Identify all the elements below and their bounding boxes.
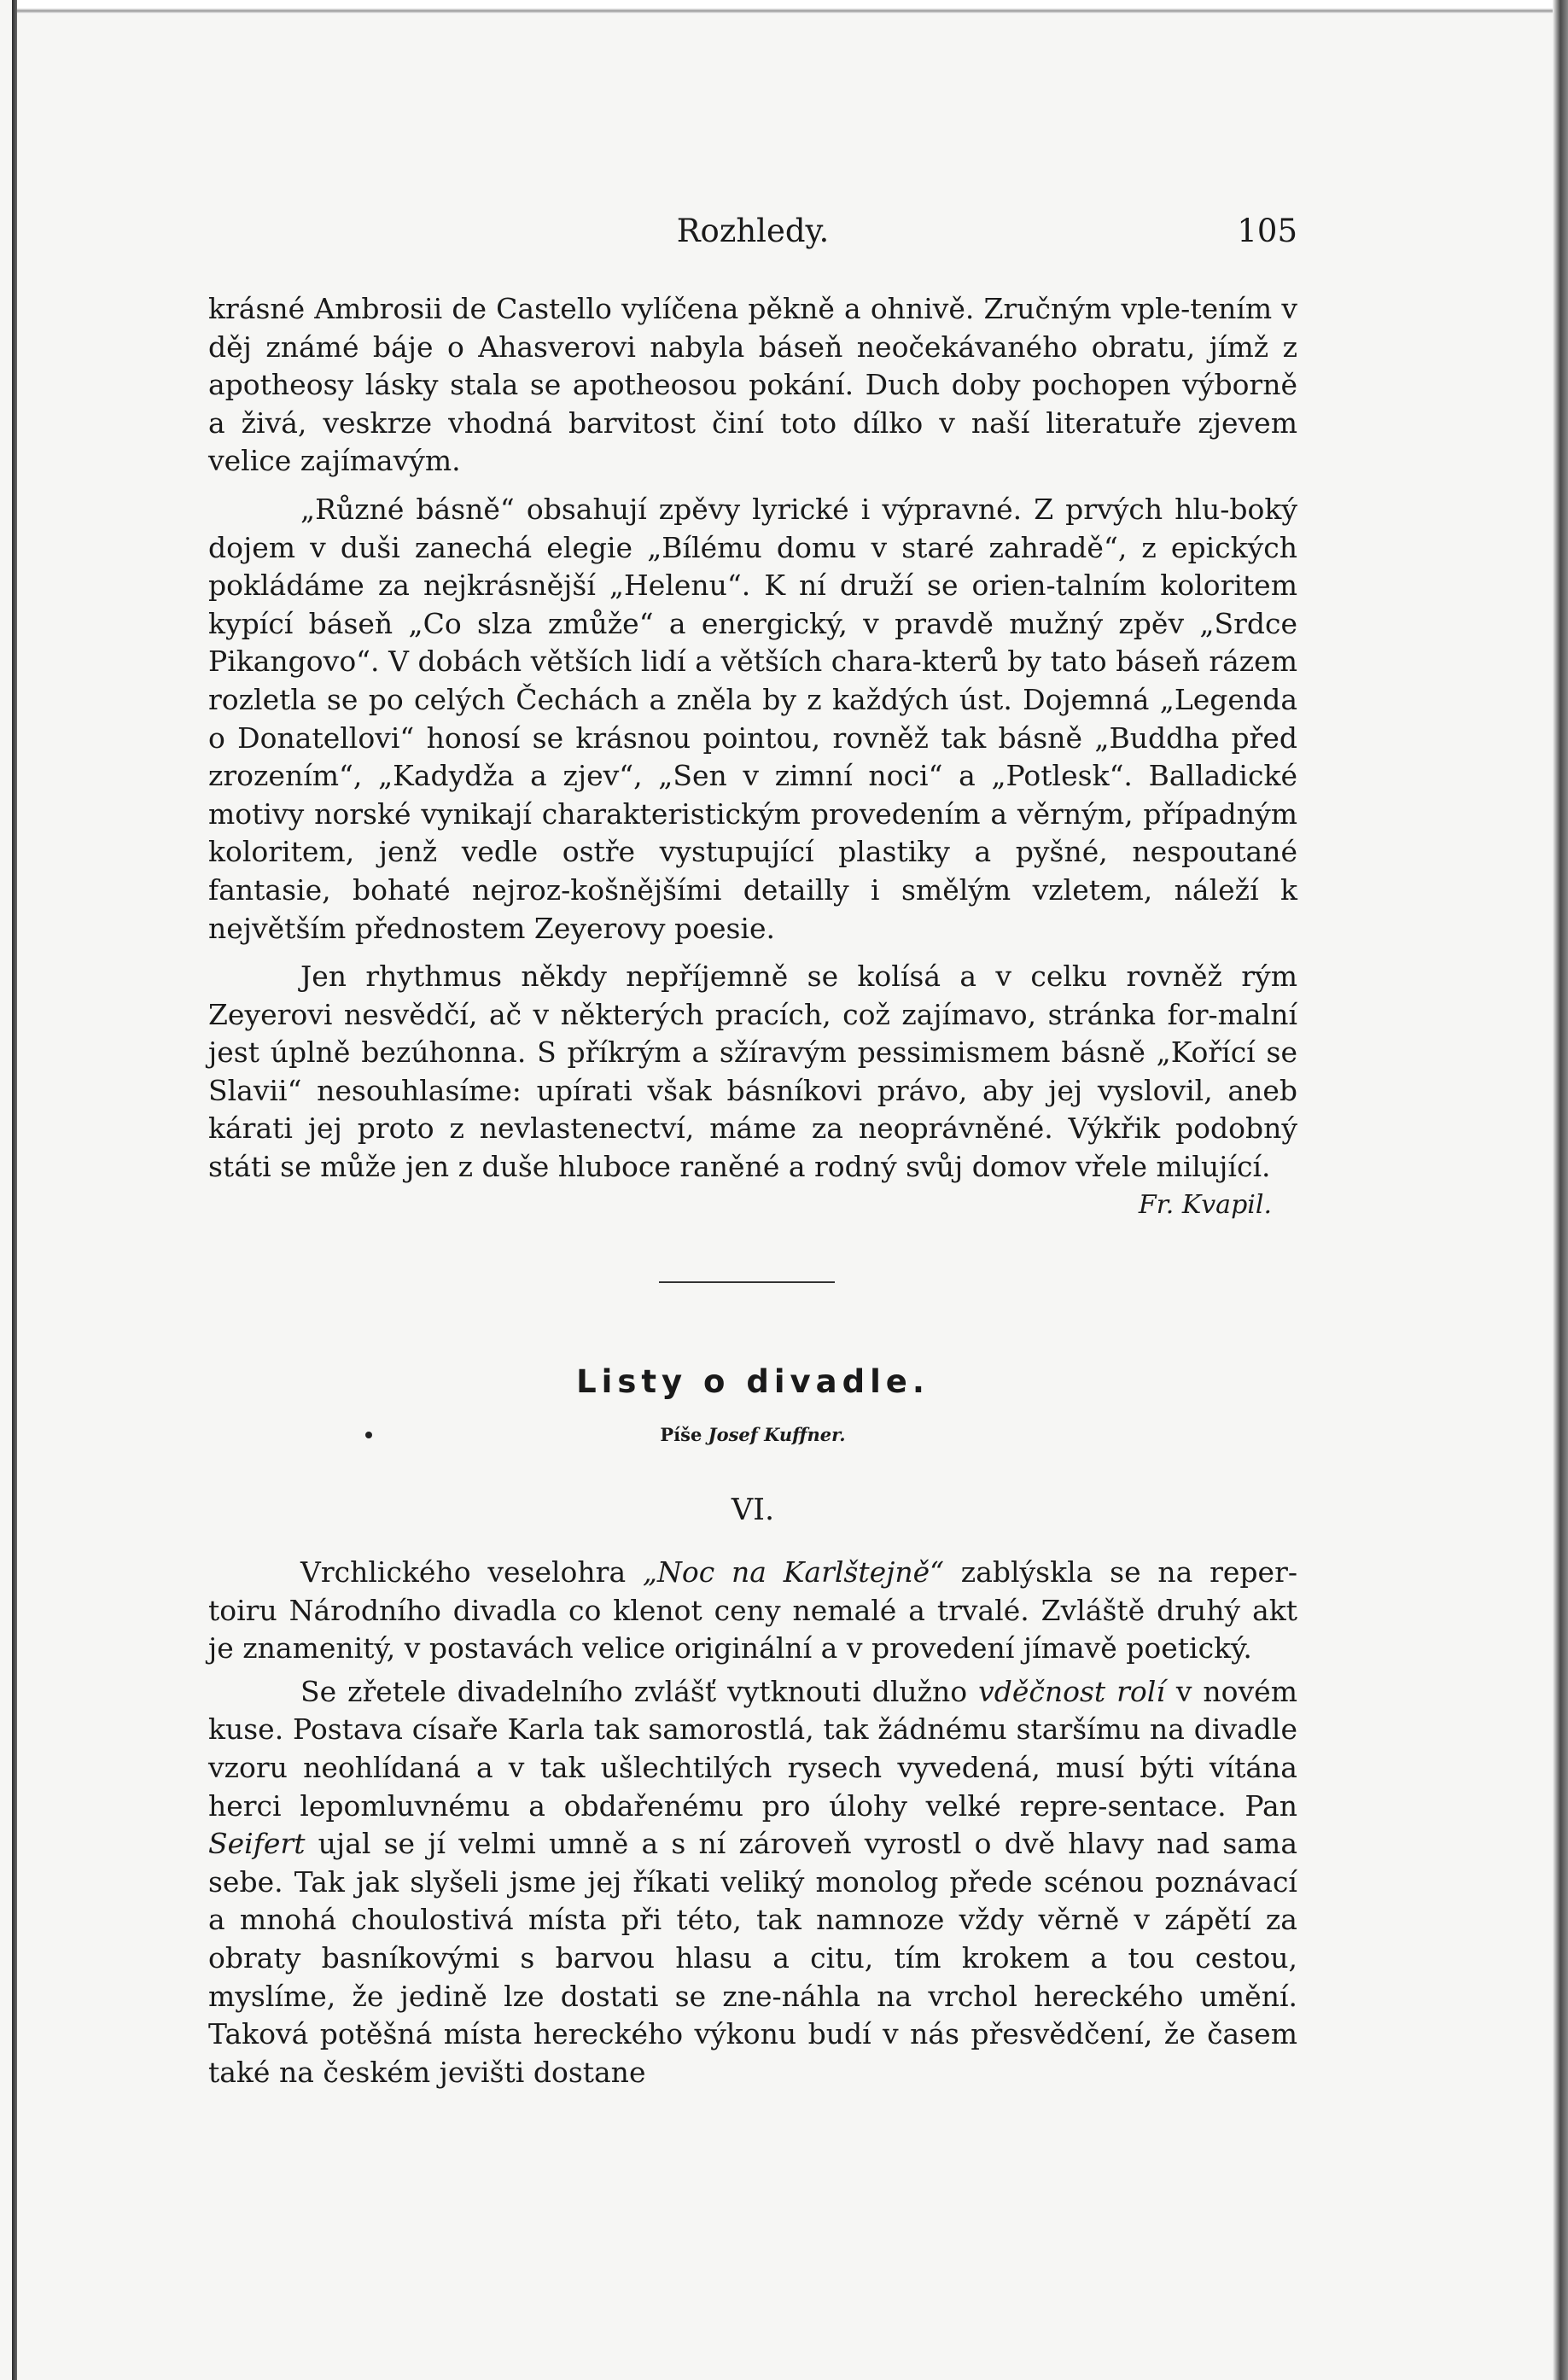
play-title: „Noc na Karlštejně“ xyxy=(642,1555,945,1589)
review-paragraph-3 xyxy=(208,958,1297,1220)
byline-prefix: Píše xyxy=(660,1424,702,1445)
article-p2-italic-1: vděčnost rolí xyxy=(978,1674,1165,1708)
article-paragraph-2 xyxy=(208,1673,1297,2092)
article-p1-text-b: zablýskla se na reper-toiru Národního divadla co klenot ceny nemalé a trvalé. Zvláště druhý akt je znamenitý, v postavách velice originální a v provedení jímavě poetický. xyxy=(208,1555,1297,1665)
running-head xyxy=(208,210,1297,253)
byline-author: Josef Kuffner. xyxy=(708,1424,846,1445)
review-paragraph-2: „Různé básně“ obsahují zpěvy lyrické i výpravné. Z prvých hlu-boký dojem v duši zanechá elegie „Bílému domu v staré zahradě“, z epických pokládáme za nejkrásnější „Helenu“. K ní druží se orien-talním koloritem kypící báseň „Co slza zmůže“ a energický, v pravdě mužný zpěv „Srdce Pikangovo“. V dobách větších lidí a větších chara-kterů by tato báseň rázem rozletla se po celých Čechách a zněla by z každých úst. Dojemná „Legenda o Donatellovi“ honosí se krásnou pointou, rovněž tak básně „Buddha před zrozením“, „Kadydža a zjev“, „Sen v zimní noci“ a „Potlesk“. Balladické motivy norské vynikají charakteristickým provedením a věrným, případným koloritem, jenž vedle ostře vystupující plastiky a pyšné, nespoutané fantasie, bohaté nejroz-košnějšími detailly i smělým vzletem, náleží k největším přednostem Zeyerovy poesie. xyxy=(208,492,1297,945)
article-p2-text-c: ujal se jí velmi umně a s ní zároveň vyrostl o dvě hlavy nad sama sebe. Tak jak slyšeli jsme jej říkati veliký monolog přede scénou poznávací a mnohá choulostivá místa při této, tak namnoze vždy věrně v zápětí za obraty basníkovými s barvou hlasu a citu, tím krokem a tou cestou, myslíme, že jedině lze dostati se zne-náhla na vrchol hereckého umění. Taková potěšná místa hereckého výkonu budí v nás přesvědčení, že časem také na českém jevišti dostane xyxy=(208,1827,1297,2089)
review-paragraph-3-text: Jen rhythmus někdy nepříjemně se kolísá a v celku rovněž rým Zeyerovi nesvědčí, ač v některých pracích, což zajímavo, stránka for-malní jest úplně bezúhonna. S příkrým a sžíravým pessimismem básně „Kořící se Slavii“ nesouhlasíme: upírati však básníkovi právo, aby jej vyslovil, aneb kárati jej proto z nevlastenectví, máme za neoprávněné. Výkřik podobný státi se může jen z duše hluboce raněné a rodný svůj domov vřele milující. xyxy=(208,960,1297,1184)
article-p2-text-a: Se zřetele divadelního zvlášť vytknouti dlužno xyxy=(300,1674,979,1708)
article-p1-text-a: Vrchlického veselohra xyxy=(300,1555,643,1589)
running-head-title: Rozhledy. xyxy=(676,213,830,249)
review-text xyxy=(208,290,1297,1224)
article-section-numeral: VI. xyxy=(731,1493,775,1527)
article-title: Listy o divadle. xyxy=(576,1363,930,1400)
article-text xyxy=(208,1554,1297,2091)
review-paragraph-1: krásné Ambrosii de Castello vylíčena pěkně a ohnivě. Zručným vple-tením v děj známé báje o Ahasverovi nabyla báseň neočekávaného obratu, jímž z apotheosy lásky stala se apotheosou pokání. Duch doby pochopen výborně a živá, veskrze vhodná barvitost činí toto dílko v naší literatuře zjevem velice zajímavým. xyxy=(208,292,1297,478)
actor-name: Seifert xyxy=(208,1827,306,1861)
review-signature: Fr. Kvapil. xyxy=(1138,1189,1272,1220)
page-binding-edge xyxy=(12,0,17,2380)
page-top-edge xyxy=(17,0,1568,14)
article-p2-text-b: v novém kuse. Postava císaře Karla tak samorostlá, tak žádnému staršímu na divadle vzoru neohlídaná a v tak ušlechtilých rysech vyvedená, musí býti vítána herci lepomluvnému a obdařenému pro úlohy velké repre-sentace. Pan xyxy=(208,1674,1297,1823)
page-number: 105 xyxy=(1237,213,1297,249)
article-byline xyxy=(208,1421,1297,1449)
article-paragraph-1 xyxy=(208,1554,1297,1668)
section-divider xyxy=(659,1281,835,1283)
page-right-edge xyxy=(1553,0,1568,2380)
